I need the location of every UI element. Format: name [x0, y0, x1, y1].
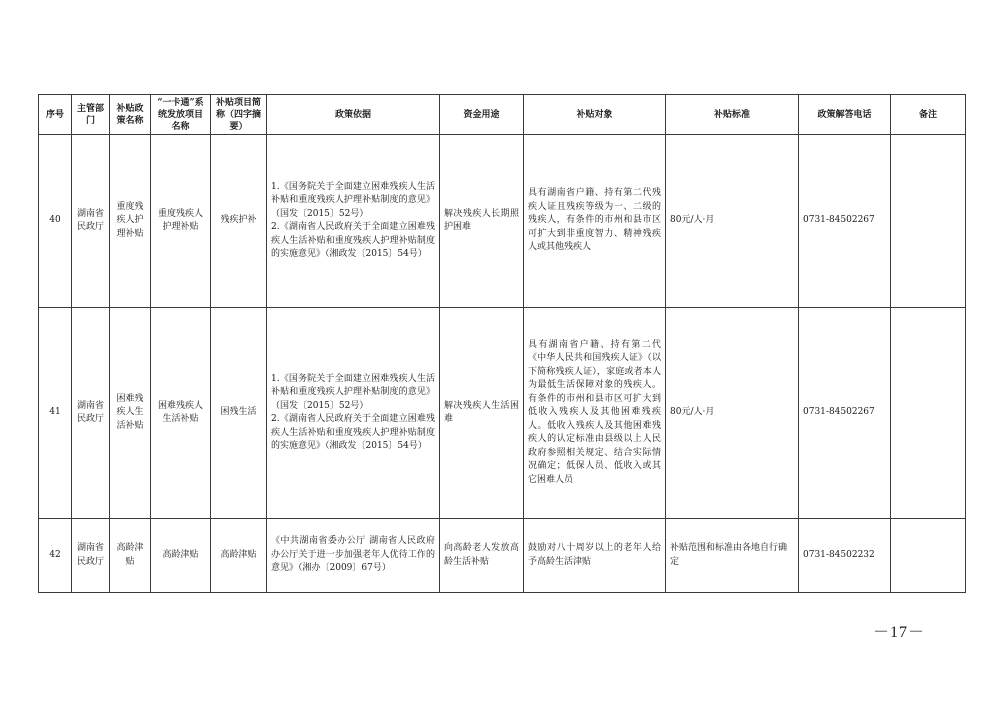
cell-system-item: 重度残疾人护理补贴 [151, 135, 211, 308]
cell-phone: 0731-84502267 [799, 308, 891, 519]
cell-remark [891, 135, 966, 308]
header-phone: 政策解答电话 [799, 95, 891, 135]
cell-policy-name: 高龄津贴 [110, 519, 151, 593]
header-target: 补贴对象 [524, 95, 666, 135]
header-policy-name: 补贴政策名称 [110, 95, 151, 135]
cell-dept: 湖南省民政厅 [72, 308, 110, 519]
cell-standard: 80元/人·月 [666, 135, 799, 308]
cell-dept: 湖南省民政厅 [72, 135, 110, 308]
cell-basis: 1.《国务院关于全面建立困难残疾人生活补贴和重度残疾人护理补贴制度的意见》（国发〔2015〕52号） 2.《湖南省人民政府关于全面建立困难残疾人生活补贴和重度残疾人护理补贴制度的实施意见》（湘政发〔2015〕54号） [267, 308, 440, 519]
page-number: －17－ [873, 624, 926, 641]
cell-short-name: 困残生活 [211, 308, 267, 519]
cell-usage: 解决残疾人长期照护困难 [440, 135, 524, 308]
cell-target: 具有湖南省户籍、持有第二代《中华人民共和国残疾人证》（以下简称残疾人证），家庭或者本人为最低生活保障对象的残疾人。有条件的市州和县市区可扩大到低收入残疾人及其他困难残疾人。低收入残疾人及其他困难残疾人的认定标准由县级以上人民政府参照相关规定、结合实际情况确定；低保人员、低收入或其它困难人员 [524, 308, 666, 519]
cell-target: 鼓励对八十周岁以上的老年人给予高龄生活津贴 [524, 519, 666, 593]
cell-standard: 80元/人·月 [666, 308, 799, 519]
table-header-row [39, 95, 966, 135]
cell-target: 具有湖南省户籍、持有第二代残疾人证且残疾等级为一、二级的残疾人，有条件的市州和县市区可扩大到非重度智力、精神残疾人或其他残疾人 [524, 135, 666, 308]
cell-usage: 解决残疾人生活困难 [440, 308, 524, 519]
cell-phone: 0731-84502267 [799, 135, 891, 308]
cell-standard: 补贴范围和标准由各地自行确定 [666, 519, 799, 593]
cell-system-item: 高龄津贴 [151, 519, 211, 593]
table-row [39, 135, 966, 308]
cell-no: 42 [39, 519, 72, 593]
cell-dept: 湖南省民政厅 [72, 519, 110, 593]
cell-phone: 0731-84502232 [799, 519, 891, 593]
cell-short-name: 残疾护补 [211, 135, 267, 308]
table-row [39, 519, 966, 593]
cell-remark [891, 519, 966, 593]
cell-no: 40 [39, 135, 72, 308]
cell-basis: 1.《国务院关于全面建立困难残疾人生活补贴和重度残疾人护理补贴制度的意见》（国发〔2015〕52号） 2.《湖南省人民政府关于全面建立困难残疾人生活补贴和重度残疾人护理补贴制度的实施意见》（湘政发〔2015〕54号） [267, 135, 440, 308]
cell-remark [891, 308, 966, 519]
header-usage: 资金用途 [440, 95, 524, 135]
cell-usage: 向高龄老人发放高龄生活补贴 [440, 519, 524, 593]
header-standard: 补贴标准 [666, 95, 799, 135]
header-no: 序号 [39, 95, 72, 135]
header-remark: 备注 [891, 95, 966, 135]
subsidy-policy-table [38, 94, 966, 593]
header-dept: 主管部门 [72, 95, 110, 135]
cell-system-item: 困难残疾人生活补贴 [151, 308, 211, 519]
cell-short-name: 高龄津贴 [211, 519, 267, 593]
cell-no: 41 [39, 308, 72, 519]
cell-policy-name: 重度残疾人护理补贴 [110, 135, 151, 308]
cell-basis: 《中共湖南省委办公厅 湖南省人民政府办公厅关于进一步加强老年人优待工作的意见》（湘办〔2009〕67号） [267, 519, 440, 593]
header-basis: 政策依据 [267, 95, 440, 135]
header-system-item: “一卡通”系统发放项目名称 [151, 95, 211, 135]
cell-policy-name: 困难残疾人生活补贴 [110, 308, 151, 519]
header-short-name: 补贴项目简称（四字摘要） [211, 95, 267, 135]
table-row [39, 308, 966, 519]
